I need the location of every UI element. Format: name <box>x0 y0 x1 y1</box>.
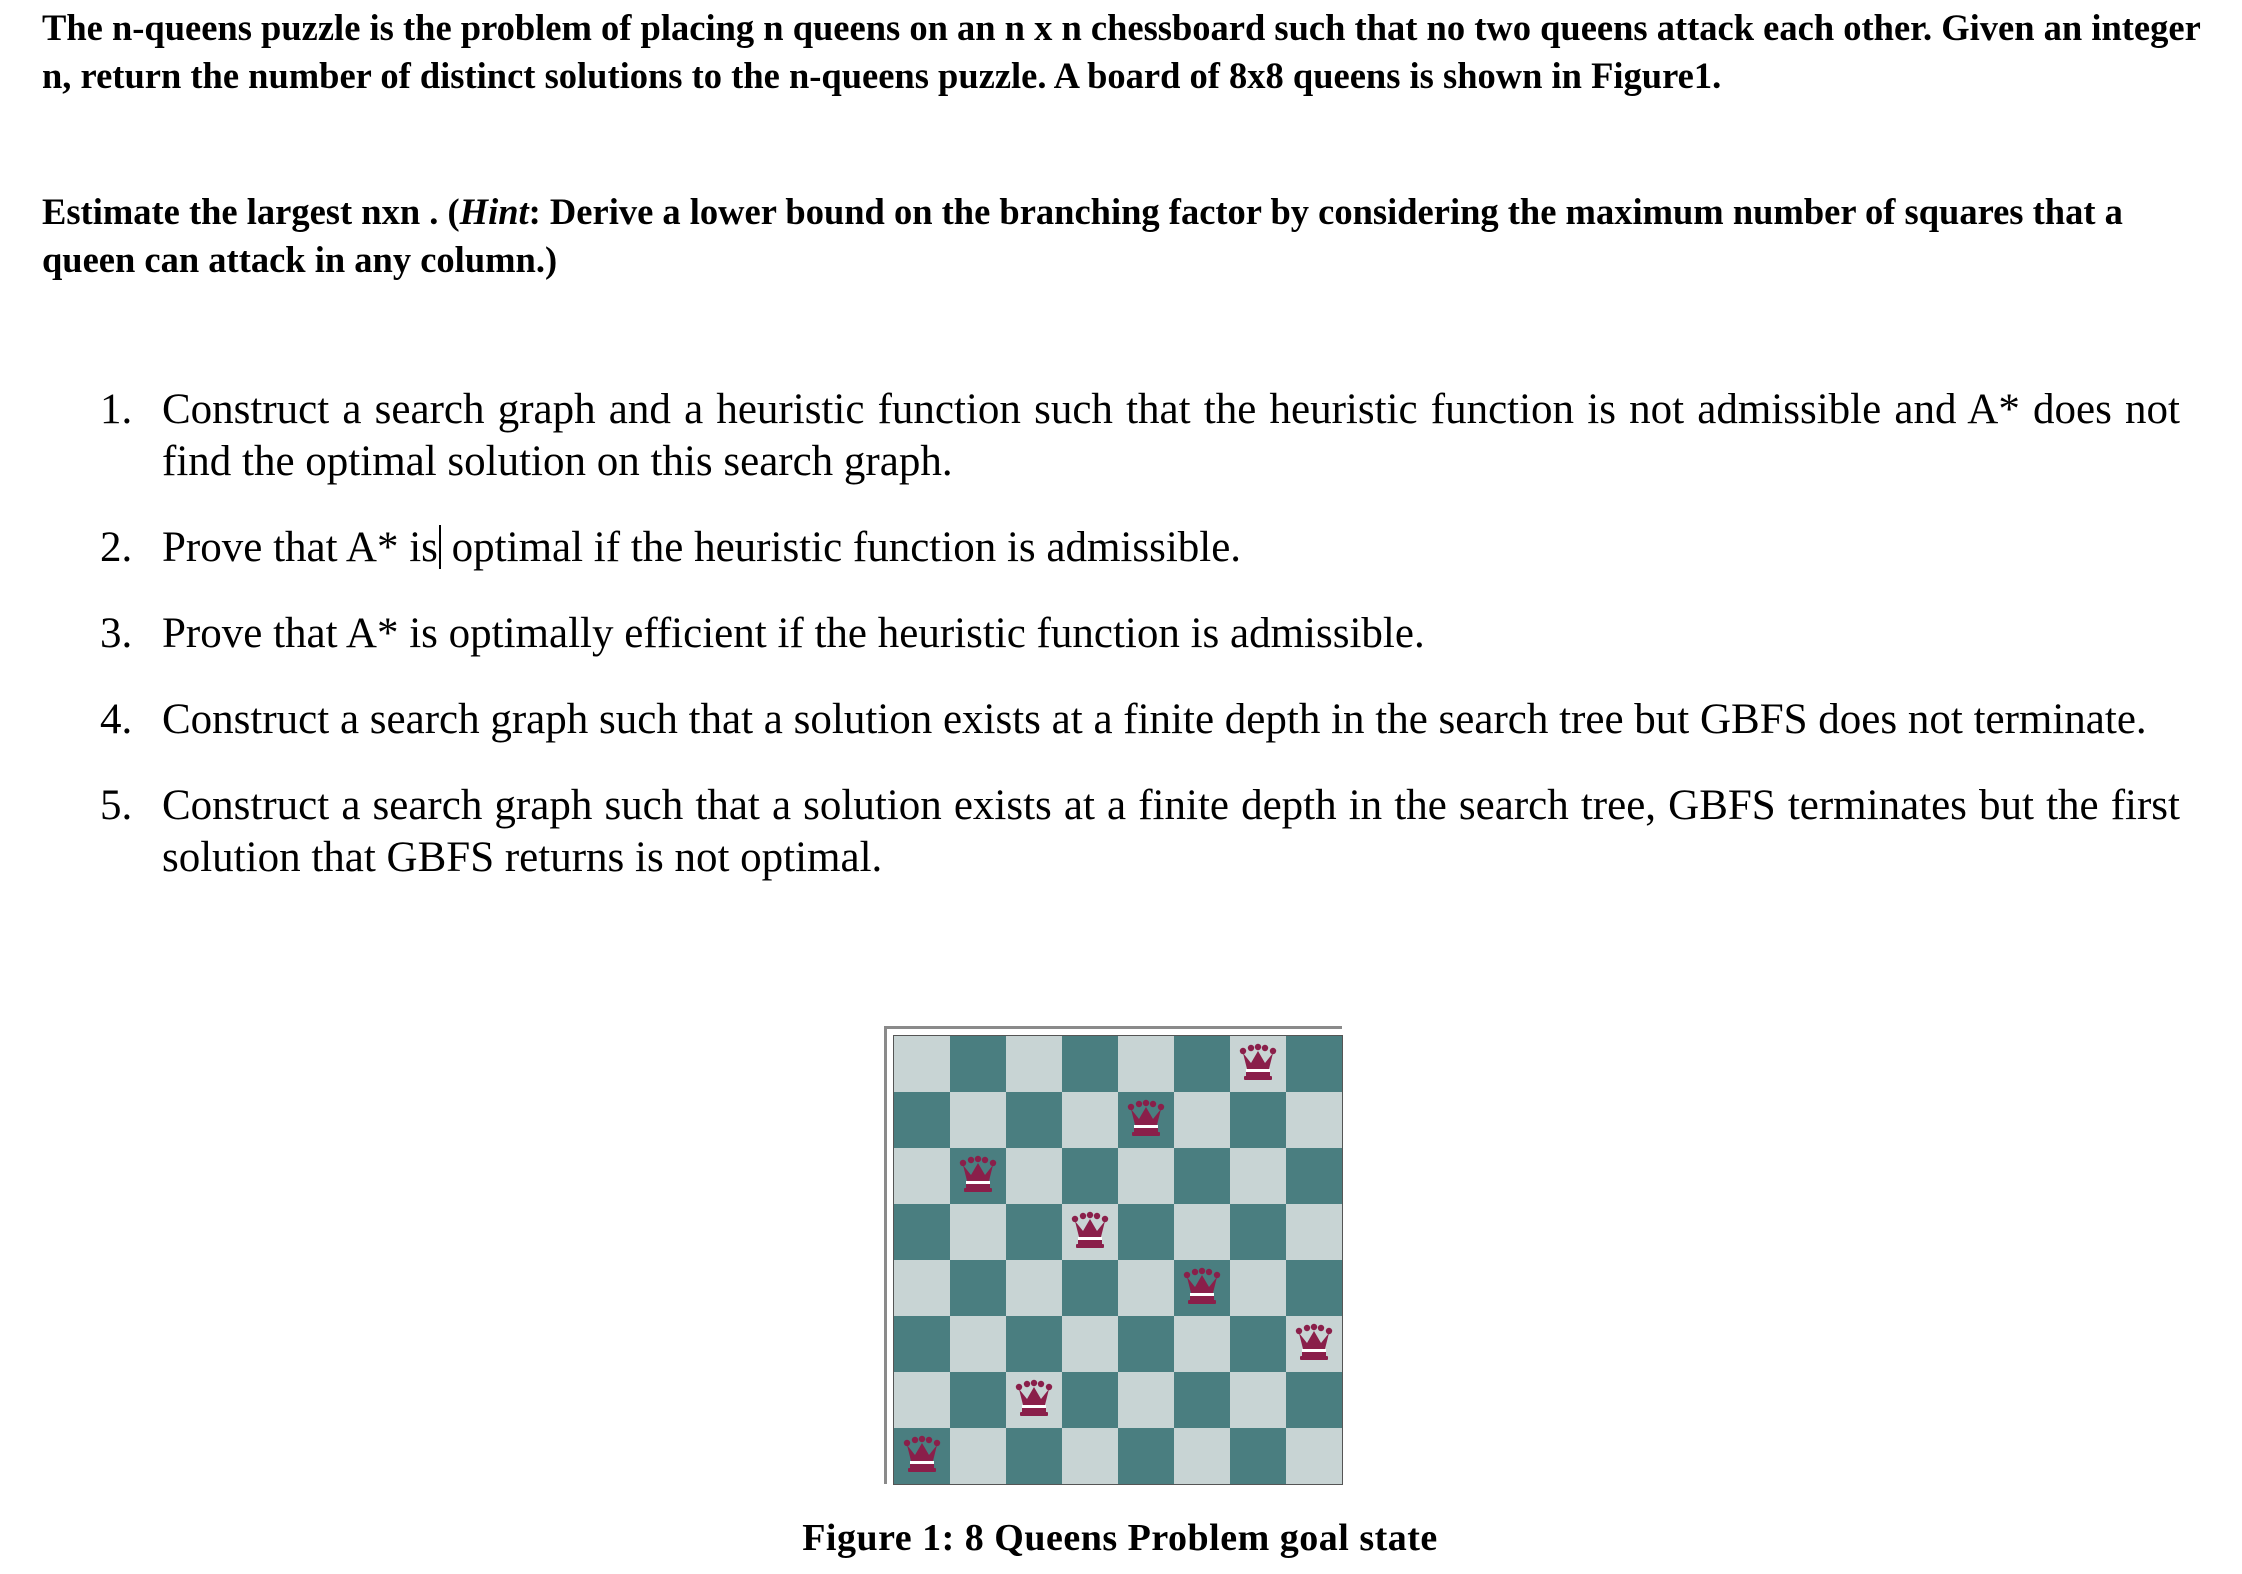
estimate-rest: : Derive a lower bound on the branching factor by considering the maximum number of squares that a queen can attack in any column.) <box>42 191 2123 280</box>
board-square <box>1006 1036 1062 1092</box>
figure-chessboard-frame <box>884 1026 1342 1484</box>
board-square <box>1230 1316 1286 1372</box>
chess-queen-icon <box>1182 1266 1222 1311</box>
task-item <box>100 608 2180 660</box>
board-square <box>1006 1372 1062 1428</box>
board-square <box>1006 1316 1062 1372</box>
board-square <box>950 1204 1006 1260</box>
board-square <box>1062 1036 1118 1092</box>
board-square <box>1174 1204 1230 1260</box>
board-square <box>1230 1372 1286 1428</box>
board-square <box>1286 1148 1342 1204</box>
board-square <box>1286 1092 1342 1148</box>
board-square <box>1230 1036 1286 1092</box>
board-square <box>1230 1260 1286 1316</box>
board-square <box>1006 1428 1062 1484</box>
board-square <box>1174 1148 1230 1204</box>
task-number: 2. <box>100 524 133 571</box>
board-square <box>1174 1260 1230 1316</box>
board-square <box>894 1316 950 1372</box>
board-square <box>1062 1260 1118 1316</box>
task-text-after-cursor: optimal if the heuristic function is admissible. <box>440 524 1242 571</box>
board-square <box>950 1092 1006 1148</box>
chess-queen-icon <box>1126 1098 1166 1143</box>
board-square <box>894 1260 950 1316</box>
intro-paragraph: The n-queens puzzle is the problem of placing n queens on an n x n chessboard such that no two queens attack each other. Given an integer n, return the number of distinct solutions to the n-queens puzzle. A board of 8x8 queens is shown in Figure1. <box>42 7 2201 96</box>
board-square <box>1062 1092 1118 1148</box>
chess-queen-icon <box>1070 1210 1110 1255</box>
board-square <box>1118 1260 1174 1316</box>
task-text: Construct a search graph such that a solution exists at a finite depth in the search tree, GBFS terminates but the first solution that GBFS returns is not optimal. <box>162 782 2180 881</box>
board-square <box>1062 1148 1118 1204</box>
task-number: 1. <box>100 386 133 433</box>
hint-word: Hint <box>459 191 529 232</box>
task-item <box>100 694 2180 746</box>
board-square <box>1118 1428 1174 1484</box>
task-item <box>100 780 2180 884</box>
board-square <box>1174 1428 1230 1484</box>
board-square <box>894 1372 950 1428</box>
chess-queen-icon <box>1294 1322 1334 1367</box>
board-square <box>1286 1204 1342 1260</box>
board-square <box>1174 1316 1230 1372</box>
board-square <box>1006 1092 1062 1148</box>
board-square <box>1286 1260 1342 1316</box>
board-square <box>950 1428 1006 1484</box>
board-square <box>1286 1036 1342 1092</box>
board-square <box>1118 1036 1174 1092</box>
board-square <box>1006 1204 1062 1260</box>
board-square <box>894 1204 950 1260</box>
board-square <box>1006 1260 1062 1316</box>
board-square <box>950 1036 1006 1092</box>
board-square <box>894 1092 950 1148</box>
board-square <box>1230 1092 1286 1148</box>
board-square <box>894 1148 950 1204</box>
task-item <box>100 384 2180 488</box>
task-text-before-cursor: Prove that A* is <box>162 524 438 571</box>
board-square <box>1118 1316 1174 1372</box>
task-text: Construct a search graph and a heuristic function such that the heuristic function is not admissible and A* does not find the optimal solution on this search graph. <box>162 386 2180 485</box>
board-square <box>1174 1036 1230 1092</box>
task-number: 3. <box>100 610 133 657</box>
board-square <box>1118 1204 1174 1260</box>
board-square <box>950 1316 1006 1372</box>
board-square <box>1286 1428 1342 1484</box>
estimate-lead: Estimate the largest nxn . ( <box>42 191 460 232</box>
board-square <box>894 1036 950 1092</box>
task-list <box>100 384 2180 918</box>
task-item <box>100 522 2180 574</box>
task-text: Construct a search graph such that a solution exists at a finite depth in the search tree but GBFS does not terminate. <box>162 696 2147 743</box>
board-square <box>950 1148 1006 1204</box>
chess-queen-icon <box>958 1154 998 1199</box>
board-square <box>1174 1092 1230 1148</box>
board-square <box>1062 1204 1118 1260</box>
board-square <box>950 1372 1006 1428</box>
board-square <box>1286 1316 1342 1372</box>
board-square <box>1118 1372 1174 1428</box>
chess-queen-icon <box>902 1434 942 1479</box>
board-square <box>1006 1148 1062 1204</box>
board-square <box>1062 1428 1118 1484</box>
task-number: 5. <box>100 782 133 829</box>
task-text: Prove that A* is optimally efficient if the heuristic function is admissible. <box>162 610 1425 657</box>
chessboard <box>893 1035 1343 1485</box>
board-square <box>1230 1148 1286 1204</box>
board-square <box>1118 1148 1174 1204</box>
board-square <box>894 1428 950 1484</box>
chess-queen-icon <box>1238 1042 1278 1087</box>
board-square <box>1286 1372 1342 1428</box>
board-square <box>1118 1092 1174 1148</box>
chess-queen-icon <box>1014 1378 1054 1423</box>
board-square <box>1230 1428 1286 1484</box>
estimate-paragraph <box>42 188 2212 284</box>
figure-caption: Figure 1: 8 Queens Problem goal state <box>802 1517 1438 1559</box>
board-square <box>1174 1372 1230 1428</box>
board-square <box>1062 1316 1118 1372</box>
task-number: 4. <box>100 696 133 743</box>
board-square <box>950 1260 1006 1316</box>
board-square <box>1230 1204 1286 1260</box>
board-square <box>1062 1372 1118 1428</box>
